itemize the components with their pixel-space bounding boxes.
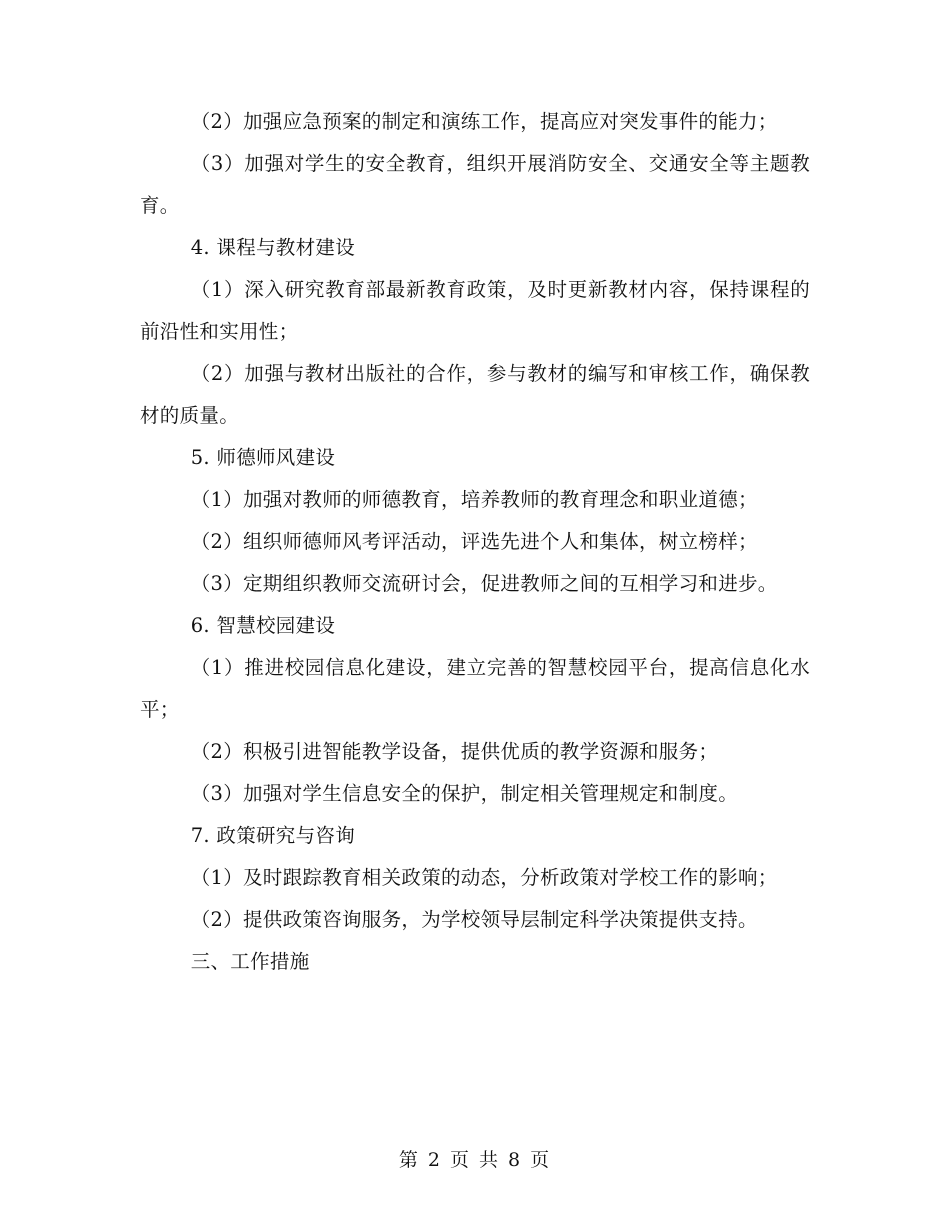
paragraph: （3）加强对学生信息安全的保护，制定相关管理规定和制度。	[190, 782, 738, 805]
section-heading: 6. 智慧校园建设	[190, 614, 336, 637]
page-number-footer: 第 2 页 共 8 页	[398, 1149, 552, 1171]
paragraph: （2）提供政策咨询服务，为学校领导层制定科学决策提供支持。	[190, 908, 758, 931]
paragraph: （1）深入研究教育部最新教育政策，及时更新教材内容，保持课程的前沿性和实用性；	[140, 278, 810, 343]
paragraph: （1）加强对教师的师德教育，培养教师的教育理念和职业道德；	[190, 488, 758, 511]
document-body	[140, 101, 810, 983]
paragraph: （1）推进校园信息化建设，建立完善的智慧校园平台，提高信息化水平；	[140, 656, 810, 721]
paragraph: （2）组织师德师风考评活动，评选先进个人和集体，树立榜样；	[190, 530, 758, 553]
paragraph: （2）加强与教材出版社的合作，参与教材的编写和审核工作，确保教材的质量。	[140, 362, 810, 427]
section-heading: 5. 师德师风建设	[190, 446, 336, 469]
paragraph: （3）定期组织教师交流研讨会，促进教师之间的互相学习和进步。	[190, 572, 778, 595]
paragraph: （1）及时跟踪教育相关政策的动态，分析政策对学校工作的影响；	[190, 866, 778, 889]
section-heading: 4. 课程与教材建设	[190, 236, 355, 259]
paragraph: （3）加强对学生的安全教育，组织开展消防安全、交通安全等主题教育。	[140, 152, 810, 217]
paragraph: （2）加强应急预案的制定和演练工作，提高应对突发事件的能力；	[190, 110, 778, 133]
paragraph: （2）积极引进智能教学设备，提供优质的教学资源和服务；	[190, 740, 719, 763]
section-heading: 三、工作措施	[190, 950, 310, 973]
section-heading: 7. 政策研究与咨询	[190, 824, 355, 847]
